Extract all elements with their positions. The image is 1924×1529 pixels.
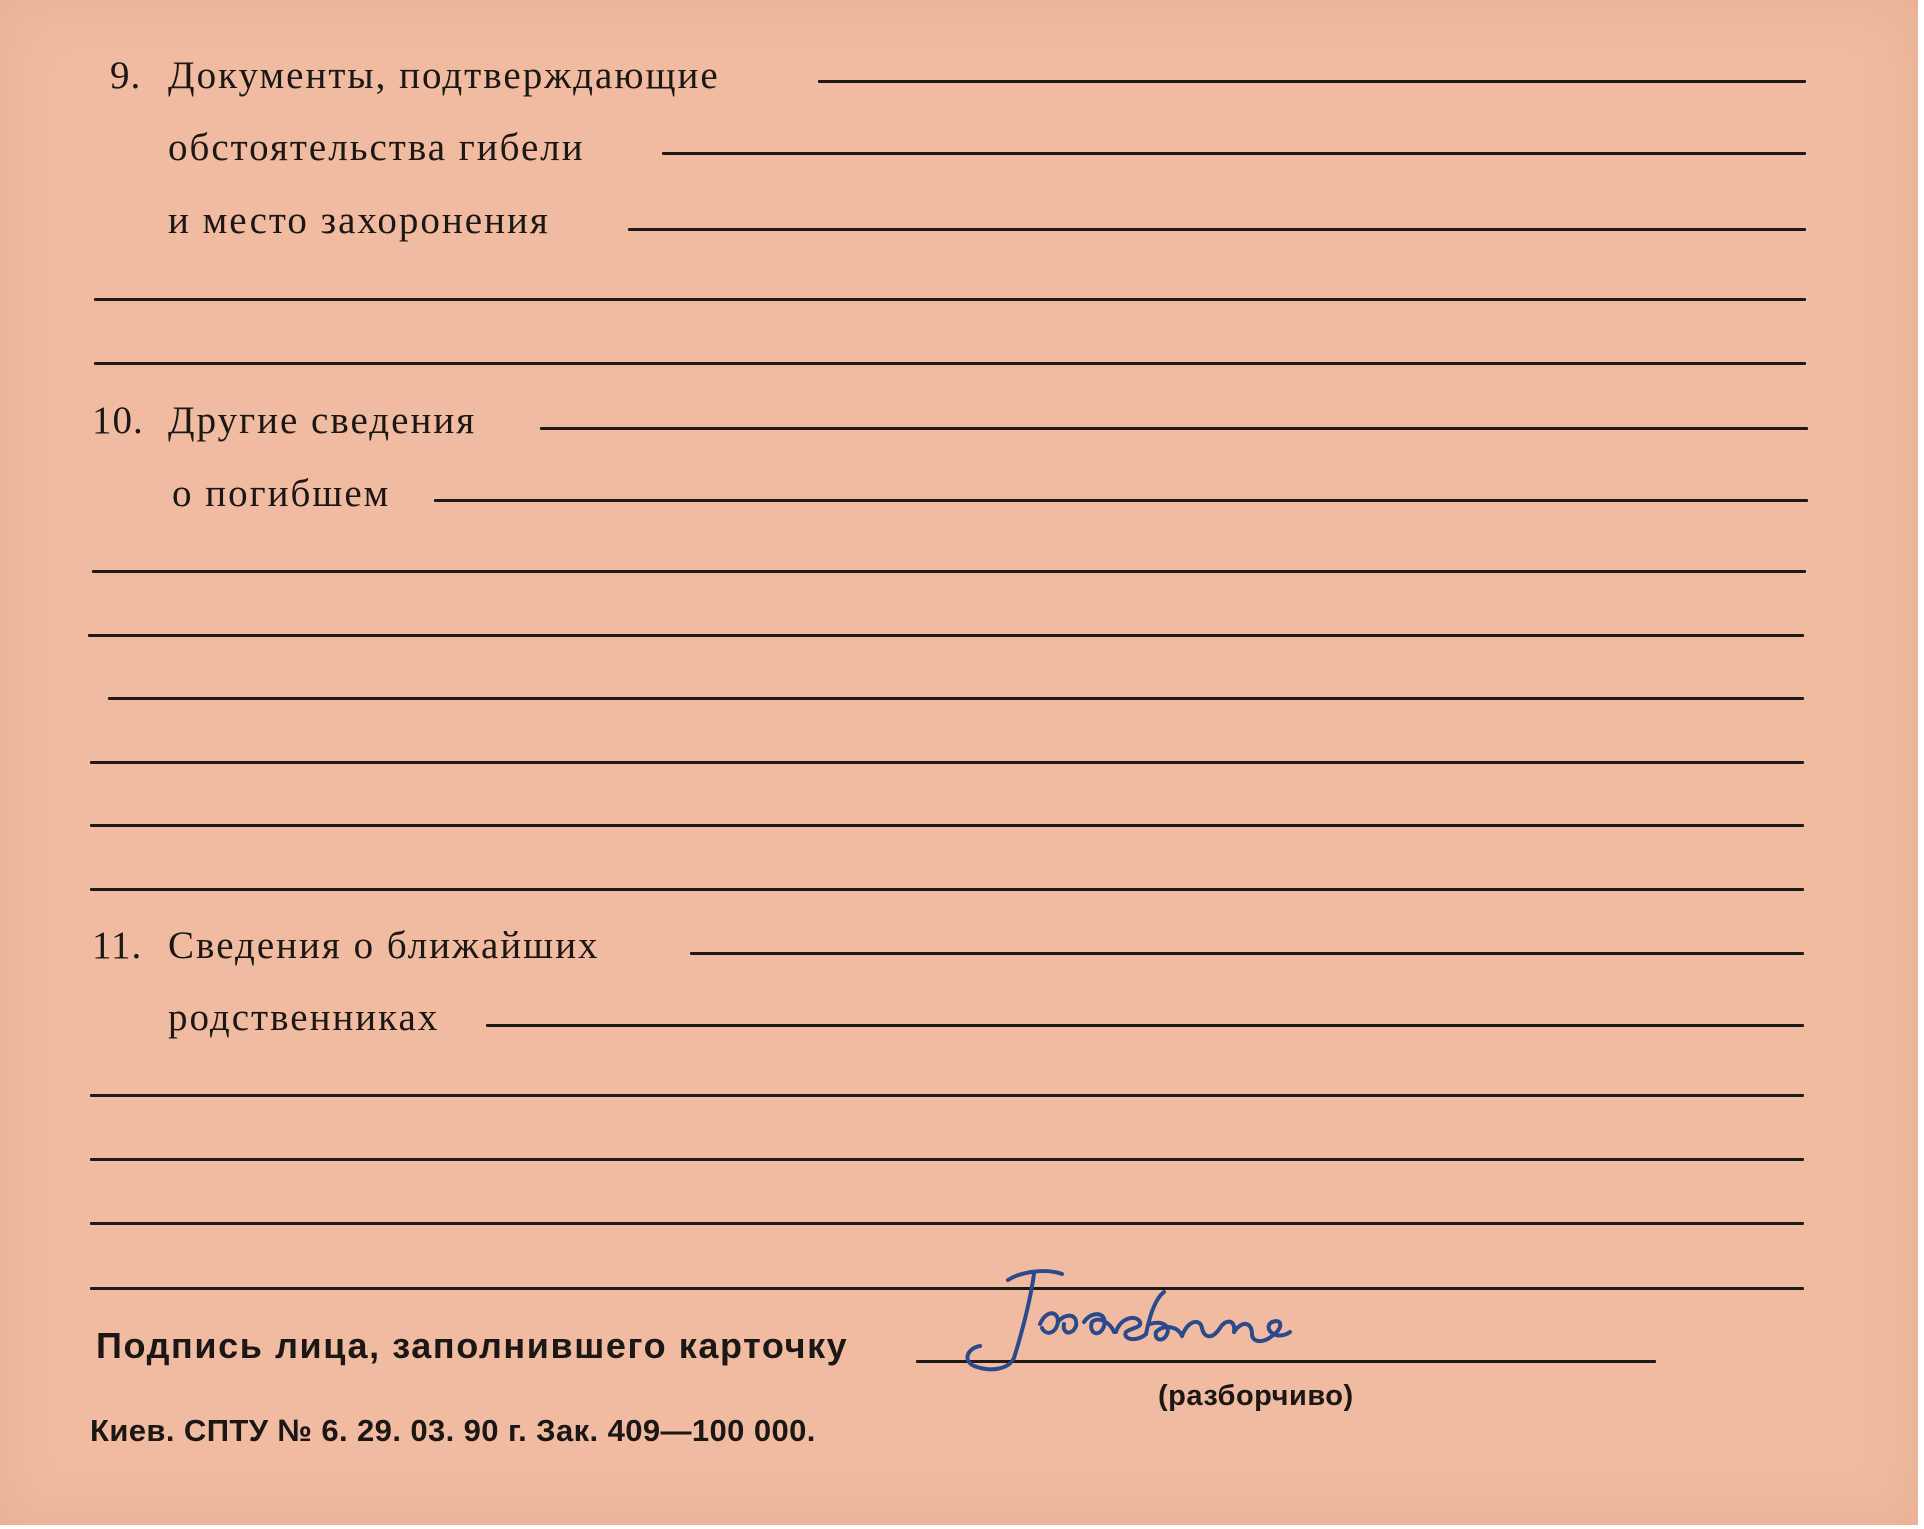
section-9-label-line-2: обстоятельства гибели [168, 126, 585, 169]
section-9-label-line-1: Документы, подтверждающие [168, 54, 720, 97]
handwritten-signature [950, 1262, 1330, 1382]
section-11-answer-line-1[interactable] [690, 952, 1804, 955]
section-10-answer-line-3[interactable] [92, 570, 1806, 573]
section-10-answer-line-7[interactable] [90, 824, 1804, 827]
section-10-label-line-1: Другие сведения [168, 399, 477, 442]
section-11-label-line-2: родственниках [168, 996, 440, 1039]
section-10-answer-line-5[interactable] [108, 697, 1804, 700]
section-11-answer-line-2[interactable] [486, 1024, 1804, 1027]
section-9-answer-line-1[interactable] [818, 80, 1806, 83]
section-11-number: 11. [92, 924, 143, 967]
section-10-label-line-2: о погибшем [172, 472, 391, 515]
section-10-answer-line-2[interactable] [434, 499, 1808, 502]
print-imprint: Киев. СПТУ № 6. 29. 03. 90 г. Зак. 409—100 000. [90, 1413, 816, 1448]
section-9-answer-line-2[interactable] [662, 152, 1806, 155]
section-9-label-line-3: и место захоронения [168, 199, 550, 242]
section-10-answer-line-1[interactable] [540, 427, 1808, 430]
section-10-answer-line-8[interactable] [90, 888, 1804, 891]
section-11-answer-line-3[interactable] [90, 1094, 1804, 1097]
section-10-answer-line-6[interactable] [90, 761, 1804, 764]
section-9-number: 9. [110, 54, 142, 97]
section-10-number: 10. [92, 399, 144, 442]
section-9-answer-line-5[interactable] [94, 362, 1806, 365]
section-11-label-line-1: Сведения о ближайших [168, 924, 600, 967]
legibility-hint: (разборчиво) [1158, 1380, 1354, 1412]
section-11-answer-line-4[interactable] [90, 1158, 1804, 1161]
section-9-answer-line-3[interactable] [628, 228, 1806, 231]
section-9-answer-line-4[interactable] [94, 298, 1806, 301]
section-11-answer-line-5[interactable] [90, 1222, 1804, 1225]
signature-label: Подпись лица, заполнившего карточку [96, 1325, 849, 1366]
section-10-answer-line-4[interactable] [88, 634, 1804, 637]
section-11-answer-line-6[interactable] [90, 1287, 1804, 1290]
